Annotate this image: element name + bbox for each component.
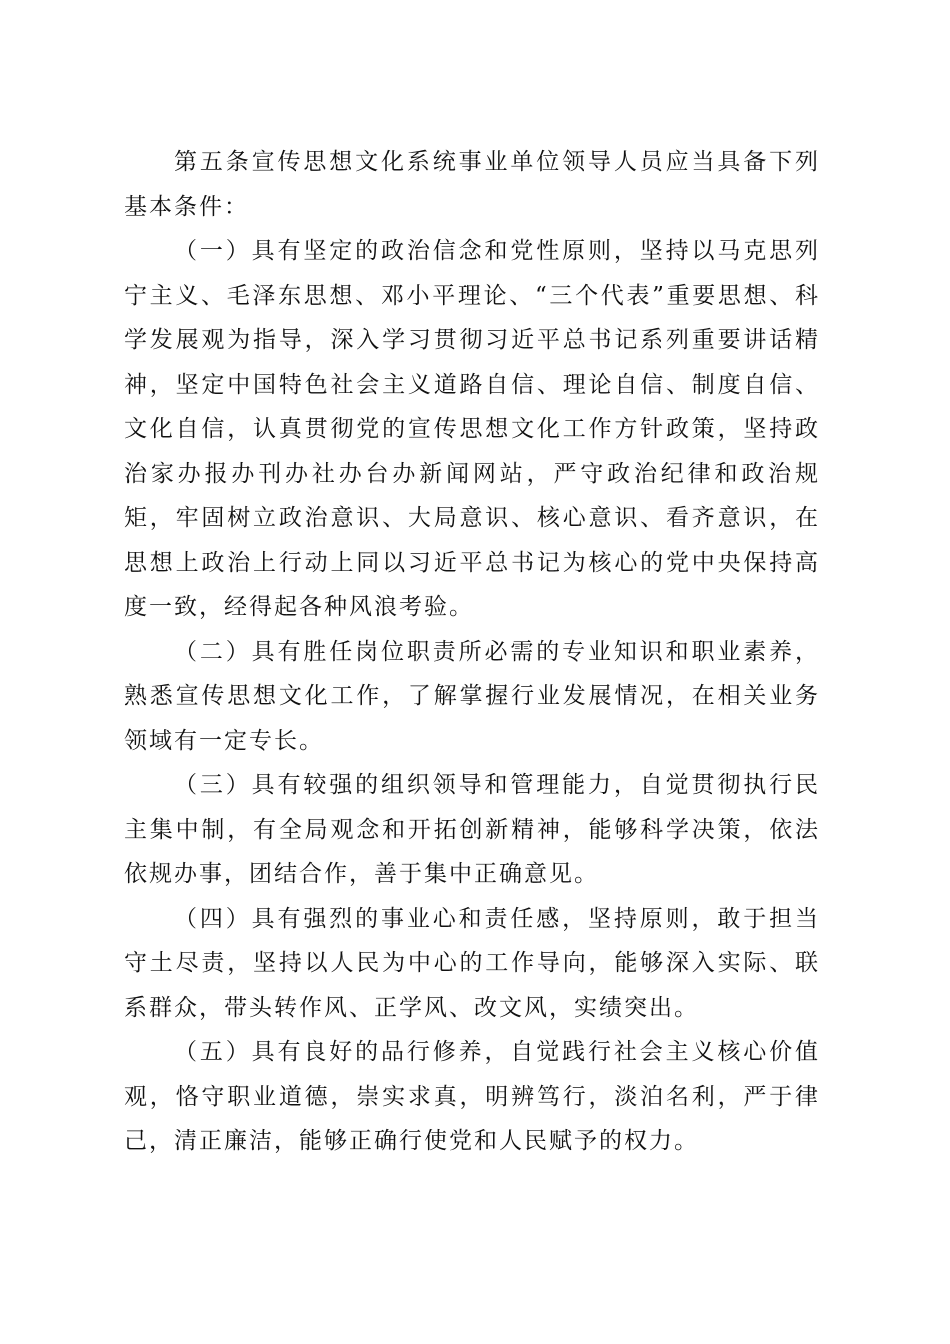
condition-4-paragraph: （四）具有强烈的事业心和责任感，坚持原则，敢于担当守土尽责，坚持以人民为中心的工作导向，能够深入实际、联系群众，带头转作风、正学风、改文风，实绩突出。 (124, 905, 820, 1021)
article-5-heading: 第五条宣传思想文化系统事业单位领导人员应当具备下列基本条件： (124, 149, 820, 220)
condition-3-paragraph: （三）具有较强的组织领导和管理能力，自觉贯彻执行民主集中制，有全局观念和开拓创新精神，能够科学决策，依法依规办事，团结合作，善于集中正确意见。 (124, 772, 820, 887)
condition-1-paragraph: （一）具有坚定的政治信念和党性原则，坚持以马克思列宁主义、毛泽东思想、邓小平理论、“三个代表”重要思想、科学发展观为指导，深入学习贯彻习近平总书记系列重要讲话精神，坚定中国特色社会主义道路自信、理论自信、制度自信、文化自信，认真贯彻党的宣传思想文化工作方针政策，坚持政治家办报办刊办社办台办新闻网站，严守政治纪律和政治规矩，牢固树立政治意识、大局意识、核心意识、看齐意识，在思想上政治上行动上同以习近平总书记为核心的党中央保持高度一致，经得起各种风浪考验。 (124, 238, 820, 620)
condition-5-paragraph: （五）具有良好的品行修养，自觉践行社会主义核心价值观，恪守职业道德，崇实求真，明辨笃行，淡泊名利，严于律己，清正廉洁，能够正确行使党和人民赋予的权力。 (124, 1039, 820, 1154)
document-body (124, 140, 820, 1164)
condition-2-paragraph: （二）具有胜任岗位职责所必需的专业知识和职业素养，熟悉宣传思想文化工作，了解掌握行业发展情况，在相关业务领域有一定专长。 (124, 638, 820, 754)
